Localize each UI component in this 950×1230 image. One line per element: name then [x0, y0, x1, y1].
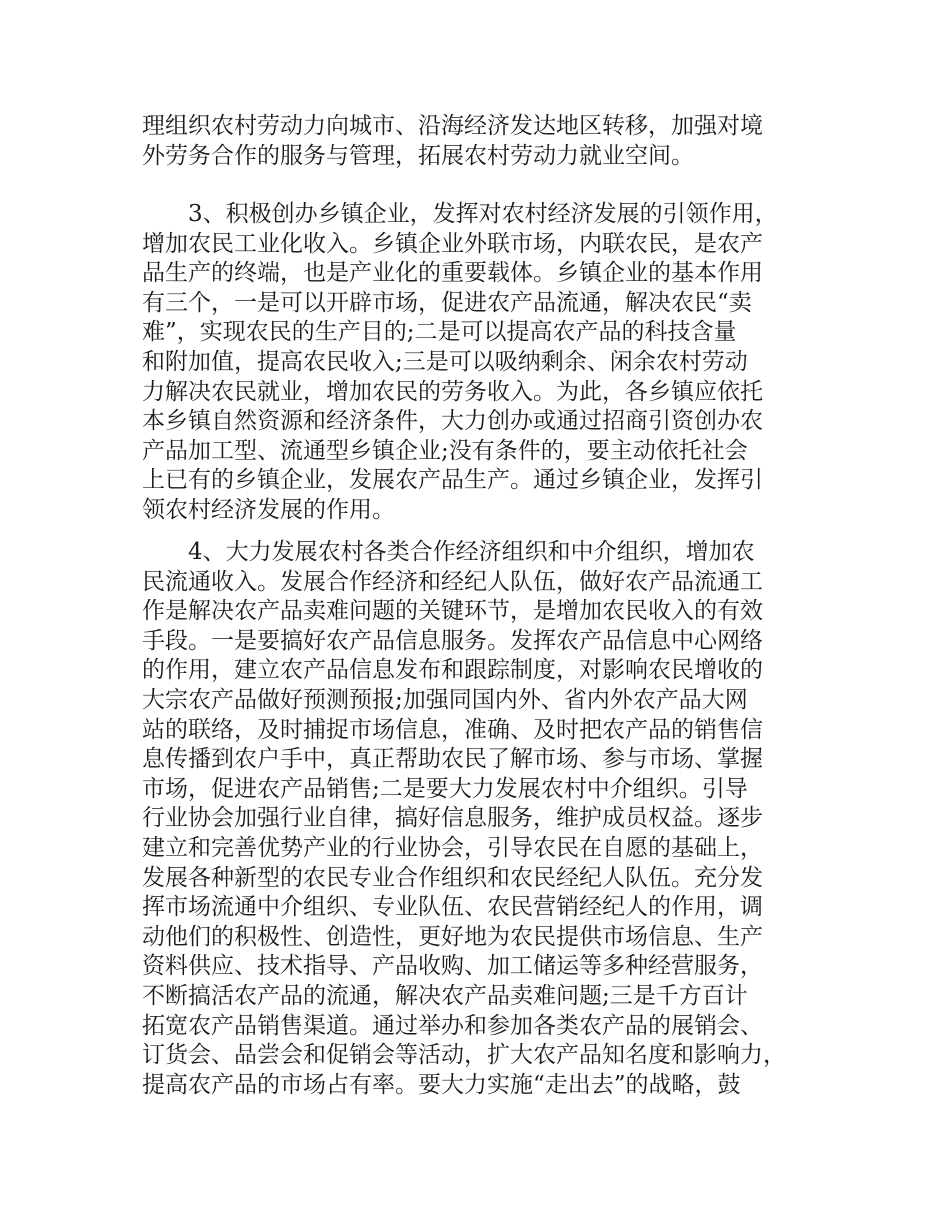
text-line: 动他们的积极性、创造性，更好地为农民提供市场信息、生产	[142, 923, 763, 950]
text-line: 挥市场流通中介组织、专业队伍、农民营销经纪人的作用，调	[142, 894, 763, 921]
text-line: 领农村经济发展的作用。	[142, 496, 395, 523]
text-line: 建立和完善优势产业的行业协会，引导农民在自愿的基础上，	[142, 834, 763, 861]
text-line: 增加农民工业化收入。乡镇企业外联市场，内联农民，是农产	[142, 230, 763, 257]
paragraph-4-cooperative-organizations	[142, 538, 832, 1100]
text-line: 品生产的终端，也是产业化的重要载体。乡镇企业的基本作用	[142, 260, 763, 287]
text-line: 市场，促进农产品销售;二是要大力发展农村中介组织。引导	[142, 775, 748, 802]
text-line: 手段。一是要搞好农产品信息服务。发挥农产品信息中心网络	[142, 627, 763, 654]
text-line: 站的联络，及时捕捉市场信息，准确、及时把农产品的销售信	[142, 716, 763, 743]
text-line: 上已有的乡镇企业，发展农产品生产。通过乡镇企业，发挥引	[142, 467, 763, 494]
text-line: 民流通收入。发展合作经济和经纪人队伍，做好农产品流通工	[142, 568, 763, 595]
text-line: 产品加工型、流通型乡镇企业;没有条件的，要主动依托社会	[142, 437, 748, 464]
text-line: 提高农产品的市场占有率。要大力实施“走出去”的战略，鼓	[142, 1071, 741, 1098]
text-line: 发展各种新型的农民专业合作组织和农民经纪人队伍。充分发	[142, 864, 763, 891]
text-line: 3、积极创办乡镇企业，发挥对农村经济发展的引领作用，	[188, 201, 778, 227]
text-line: 外劳务合作的服务与管理，拓展农村劳动力就业空间。	[142, 142, 694, 169]
text-line: 4、大力发展农村各类合作经济组织和中介组织，增加农	[188, 539, 755, 565]
text-line: 的作用，建立农产品信息发布和跟踪制度，对影响农民增收的	[142, 657, 763, 684]
text-line: 难”，实现农民的生产目的;二是可以提高农产品的科技含量	[142, 319, 737, 346]
text-line: 大宗农产品做好预测预报;加强同国内外、省内外农产品大网	[142, 686, 748, 713]
text-line: 作是解决农产品卖难问题的关键环节，是增加农民收入的有效	[142, 598, 763, 625]
text-line: 理组织农村劳动力向城市、沿海经济发达地区转移，加强对境	[142, 113, 763, 139]
paragraph-continuation	[142, 112, 832, 171]
text-line: 力解决农民就业，增加农民的劳务收入。为此，各乡镇应依托	[142, 378, 763, 405]
text-line: 行业协会加强行业自律，搞好信息服务，维护成员权益。逐步	[142, 805, 763, 832]
text-line: 订货会、品尝会和促销会等活动，扩大农产品知名度和影响力，	[142, 1042, 786, 1069]
text-line: 有三个，一是可以开辟市场，促进农产品流通，解决农民“卖	[142, 289, 752, 316]
text-line: 不断搞活农产品的流通，解决农产品卖难问题;三是千方百计	[142, 982, 748, 1009]
text-line: 和附加值，提高农民收入;三是可以吸纳剩余、闲余农村劳动	[142, 348, 748, 375]
text-line: 息传播到农户手中，真正帮助农民了解市场、参与市场、掌握	[142, 746, 763, 773]
text-line: 本乡镇自然资源和经济条件，大力创办或通过招商引资创办农	[142, 408, 763, 435]
text-line: 拓宽农产品销售渠道。通过举办和参加各类农产品的展销会、	[142, 1012, 763, 1039]
paragraph-3-township-enterprises	[142, 200, 832, 526]
text-line: 资料供应、技术指导、产品收购、加工储运等多种经营服务，	[142, 953, 763, 980]
